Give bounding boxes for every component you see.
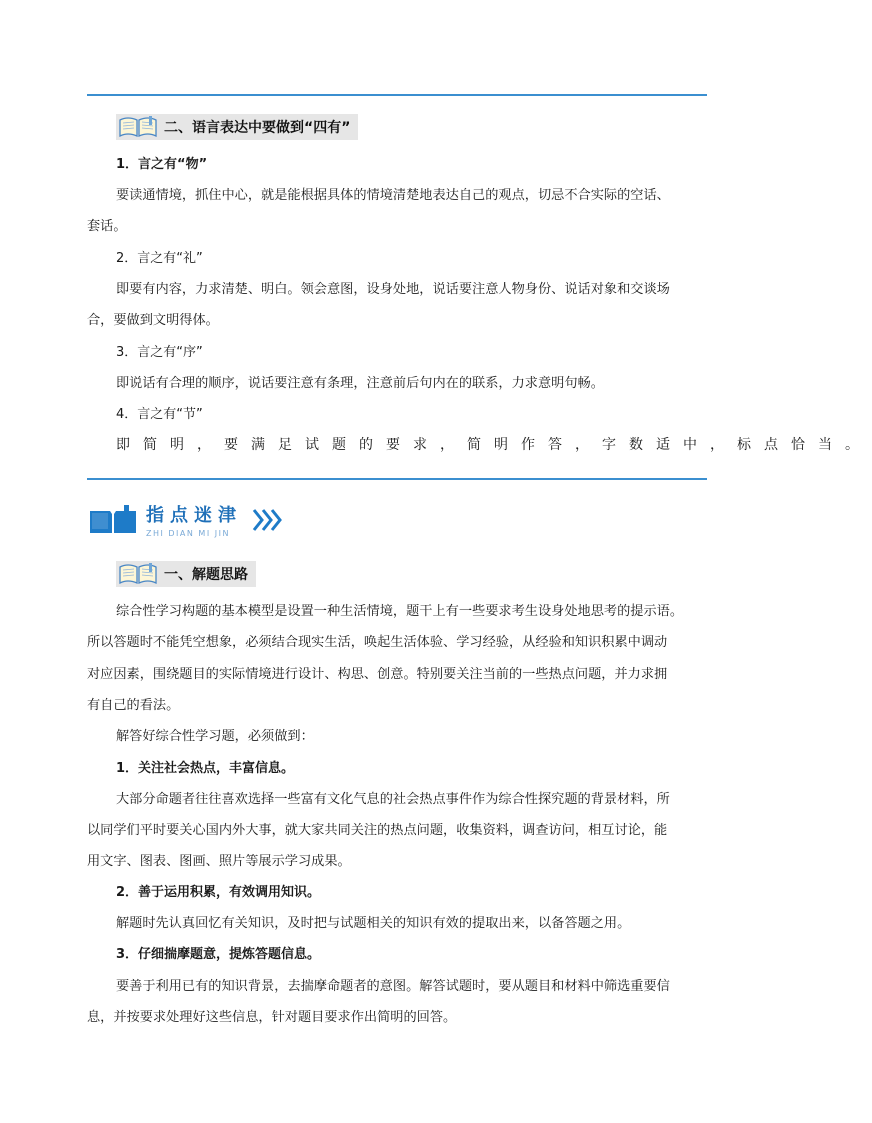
point-heading: 3．仔细揣摩题意，提炼答题信息。 xyxy=(116,947,321,962)
item-heading: 3．言之有“序” xyxy=(116,345,203,360)
text-line: 用文字、图表、图画、照片等展示学习成果。 xyxy=(87,854,351,869)
banner-pinyin: ZHI DIAN MI JIN xyxy=(146,529,230,538)
text-line: 要读通情境，抓住中心，就是能根据具体的情境清楚地表达自己的观点，切忌不合实际的空话、 xyxy=(116,188,670,203)
text-line: 有自己的看法。 xyxy=(87,698,180,713)
blue-book-icon xyxy=(88,505,138,535)
text-line: 息，并按要求处理好这些信息，针对题目要求作出简明的回答。 xyxy=(87,1010,457,1025)
open-book-icon xyxy=(116,114,160,140)
text-line: 以同学们平时要关心国内外大事，就大家共同关注的热点问题，收集资料，调查访问，相互讨论，能 xyxy=(87,823,668,838)
banner-title: 指点迷津 xyxy=(146,505,242,526)
point-heading: 1．关注社会热点，丰富信息。 xyxy=(116,761,295,776)
text-line: 综合性学习构题的基本模型是设置一种生活情境，题干上有一些要求考生设身处地思考的提示语。 xyxy=(116,604,684,619)
justified-text: 即简明，要满足试题的要求，简明作答，字数适中，标点恰当。 xyxy=(116,437,872,453)
text-line: 合，要做到文明得体。 xyxy=(87,313,219,328)
text-line: 解题时先认真回忆有关知识，及时把与试题相关的知识有效的提取出来，以备答题之用。 xyxy=(116,916,631,931)
section-header-approach xyxy=(116,561,256,587)
text-line: 即说话有合理的顺序，说话要注意有条理，注意前后句内在的联系，力求意明句畅。 xyxy=(116,376,604,391)
chevrons-right-icon xyxy=(252,508,284,532)
section-title: 一、解题思路 xyxy=(164,567,248,583)
item-heading: 4．言之有“节” xyxy=(116,407,203,422)
item-heading: 2．言之有“礼” xyxy=(116,251,203,266)
text-line: 要善于利用已有的知识背景，去揣摩命题者的意图。解答试题时，要从题目和材料中筛选重要信 xyxy=(116,979,670,994)
section-header-four-haves xyxy=(116,114,358,140)
top-divider xyxy=(87,94,707,96)
open-book-icon xyxy=(116,561,160,587)
text-line-justified xyxy=(116,436,872,454)
mid-divider xyxy=(87,478,707,480)
text-line: 即要有内容，力求清楚、明白。领会意图，设身处地，说话要注意人物身份、说话对象和交谈场 xyxy=(116,282,670,297)
text-line: 对应因素，围绕题目的实际情境进行设计、构思、创意。特别要关注当前的一些热点问题，并力求拥 xyxy=(87,667,668,682)
text-line: 套话。 xyxy=(87,219,127,234)
text-line: 大部分命题者往往喜欢选择一些富有文化气息的社会热点事件作为综合性探究题的背景材料，所 xyxy=(116,792,670,807)
point-heading: 2．善于运用积累，有效调用知识。 xyxy=(116,885,321,900)
section-title: 二、语言表达中要做到“四有” xyxy=(164,120,351,136)
tips-banner xyxy=(88,505,284,538)
item-heading: 1．言之有“物” xyxy=(116,157,208,172)
text-line: 解答好综合性学习题，必须做到： xyxy=(116,729,314,744)
text-line: 所以答题时不能凭空想象，必须结合现实生活，唤起生活体验、学习经验，从经验和知识积累中调动 xyxy=(87,635,668,650)
